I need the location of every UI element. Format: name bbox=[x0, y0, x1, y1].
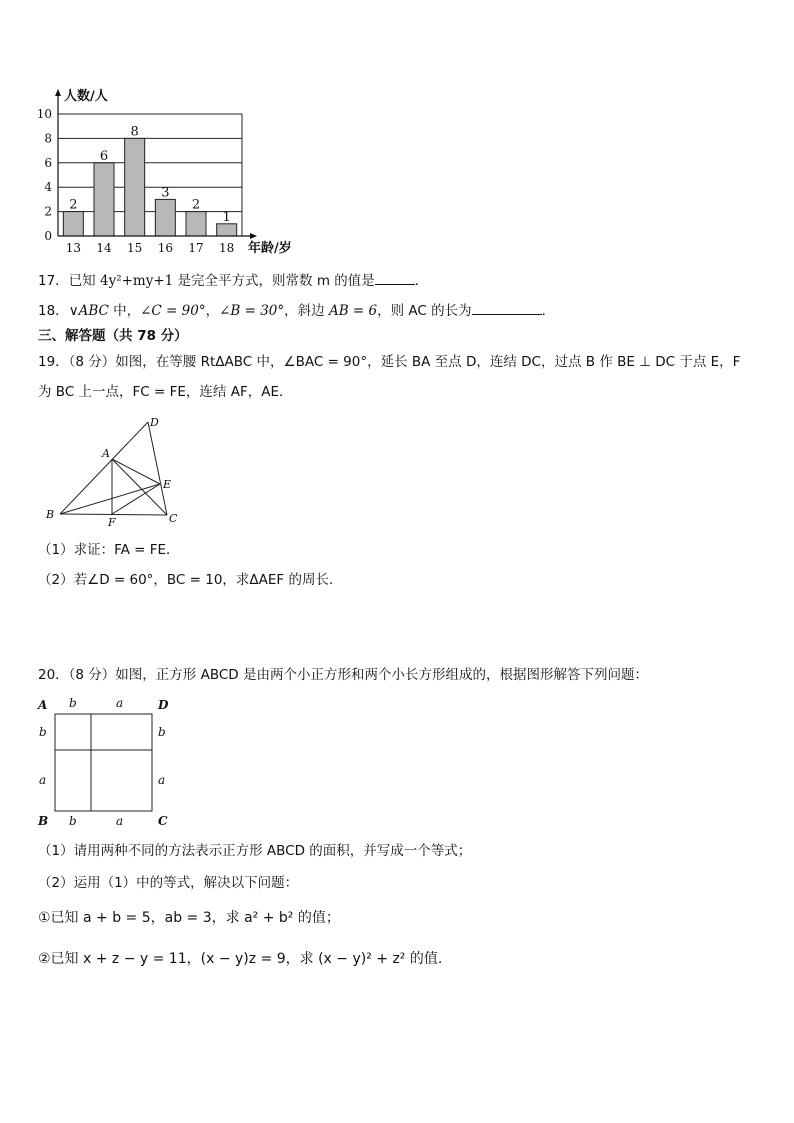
x-tick-label: 13 bbox=[65, 241, 81, 255]
bar bbox=[217, 224, 237, 236]
y-tick-label: 6 bbox=[44, 155, 52, 170]
data-label: 8 bbox=[130, 124, 139, 140]
question-20-part-1: （1）请用两种不同的方法表示正方形 ABCD 的面积，并写成一个等式； bbox=[38, 843, 472, 859]
segment-ae bbox=[112, 459, 160, 484]
punctuation: ． bbox=[414, 273, 429, 289]
label-c: C bbox=[169, 512, 178, 525]
question-20-item-2: ②已知 x + z − y = 11，(x − y)z = 9，求 (x − y)² + z² 的值. bbox=[38, 951, 443, 967]
triangle-figure bbox=[40, 412, 190, 532]
label-d-corner: D bbox=[158, 698, 169, 712]
bar bbox=[186, 212, 206, 236]
label-top-b: b bbox=[69, 696, 77, 710]
expression: 4y²+my+1 bbox=[99, 273, 174, 289]
question-20-item-1: ①已知 a + b = 5，ab = 3，求 a² + b² 的值； bbox=[38, 910, 340, 926]
segment-fe bbox=[112, 484, 160, 514]
question-20-line-1: 20．（8 分）如图，正方形 ABCD 是由两个小正方形和两个小长方形组成的，根据图形解答下列问题： bbox=[38, 667, 648, 683]
segment-bc bbox=[60, 514, 167, 515]
bar bbox=[63, 212, 83, 236]
x-tick-label: 14 bbox=[96, 241, 112, 255]
triangle-name: ∨ABC bbox=[68, 303, 109, 319]
y-axis-label: 人数/人 bbox=[64, 89, 108, 104]
data-label: 1 bbox=[222, 209, 231, 225]
question-text: 已知 bbox=[68, 273, 100, 289]
question-19-part-1: （1）求证：FA = FE． bbox=[38, 542, 180, 558]
age-bar-chart bbox=[30, 82, 320, 262]
y-axis-arrow bbox=[55, 89, 61, 96]
label-e: E bbox=[163, 478, 172, 491]
x-tick-label: 17 bbox=[188, 241, 204, 255]
label-a-corner: A bbox=[38, 698, 48, 712]
condition: AB = 6 bbox=[328, 303, 378, 319]
question-number: 18． bbox=[38, 303, 69, 319]
answer-blank bbox=[375, 270, 415, 285]
x-axis-arrow bbox=[250, 233, 257, 239]
x-tick-label: 18 bbox=[219, 241, 235, 255]
label-bottom-b: b bbox=[69, 814, 77, 828]
chart-grid bbox=[58, 114, 242, 236]
question-19-part-2: （2）若∠D = 60°，BC = 10，求ΔAEF 的周长． bbox=[38, 572, 343, 588]
label-f: F bbox=[108, 516, 116, 529]
bar bbox=[155, 199, 175, 236]
y-tick-label: 8 bbox=[44, 131, 52, 146]
data-label: 6 bbox=[99, 148, 109, 164]
condition: ∠B = 30° bbox=[219, 303, 285, 319]
y-tick-label: 4 bbox=[44, 180, 52, 195]
label-b-corner: B bbox=[38, 814, 49, 828]
data-label: 2 bbox=[69, 197, 78, 213]
question-text: 是完全平方式，则常数 m 的值是 bbox=[173, 273, 375, 289]
bar bbox=[94, 163, 114, 236]
question-17 bbox=[38, 270, 428, 291]
answer-blank bbox=[472, 300, 542, 315]
bar bbox=[125, 138, 145, 236]
label-c-corner: C bbox=[158, 814, 168, 828]
y-tick-label: 10 bbox=[36, 107, 52, 121]
x-axis-label: 年龄/岁 bbox=[248, 241, 292, 256]
segment-dc bbox=[148, 422, 167, 515]
label-b: B bbox=[46, 508, 55, 521]
segment-ac bbox=[112, 459, 167, 515]
label-top-a: a bbox=[116, 696, 124, 710]
question-20-part-2: （2）运用（1）中的等式，解决以下问题： bbox=[38, 875, 299, 891]
punctuation: ， bbox=[205, 303, 220, 319]
question-number: 17． bbox=[38, 273, 69, 289]
label-bottom-a: a bbox=[116, 814, 124, 828]
label-right-a: a bbox=[158, 773, 166, 787]
label-right-b: b bbox=[158, 725, 166, 739]
square-abcd bbox=[55, 714, 152, 811]
y-tick-label: 2 bbox=[44, 204, 52, 219]
data-label: 3 bbox=[161, 185, 170, 201]
section-title: 三、解答题（共 78 分） bbox=[38, 328, 188, 344]
x-tick-label: 16 bbox=[157, 241, 173, 255]
question-text: ，斜边 bbox=[284, 303, 329, 319]
label-left-b: b bbox=[39, 725, 47, 739]
data-label: 2 bbox=[191, 197, 201, 213]
question-19-line-2: 为 BC 上一点，FC = FE，连结 AF，AE． bbox=[38, 384, 293, 400]
punctuation: ． bbox=[541, 303, 556, 319]
label-a: A bbox=[102, 447, 110, 460]
y-tick-label: 0 bbox=[44, 229, 52, 243]
question-19-line-1: 19．（8 分）如图，在等腰 RtΔABC 中，∠BAC = 90°，延长 BA 至点 D，连结 DC，过点 B 作 BE ⊥ DC 于点 E，F bbox=[38, 354, 741, 370]
question-text: ，则 AC 的长为 bbox=[377, 303, 472, 319]
label-left-a: a bbox=[39, 773, 47, 787]
question-18 bbox=[38, 300, 555, 321]
label-d: D bbox=[150, 416, 159, 429]
question-text: 中， bbox=[108, 303, 141, 319]
x-tick-label: 15 bbox=[127, 241, 143, 255]
condition: ∠C = 90° bbox=[140, 303, 206, 319]
square-figure bbox=[34, 694, 174, 830]
